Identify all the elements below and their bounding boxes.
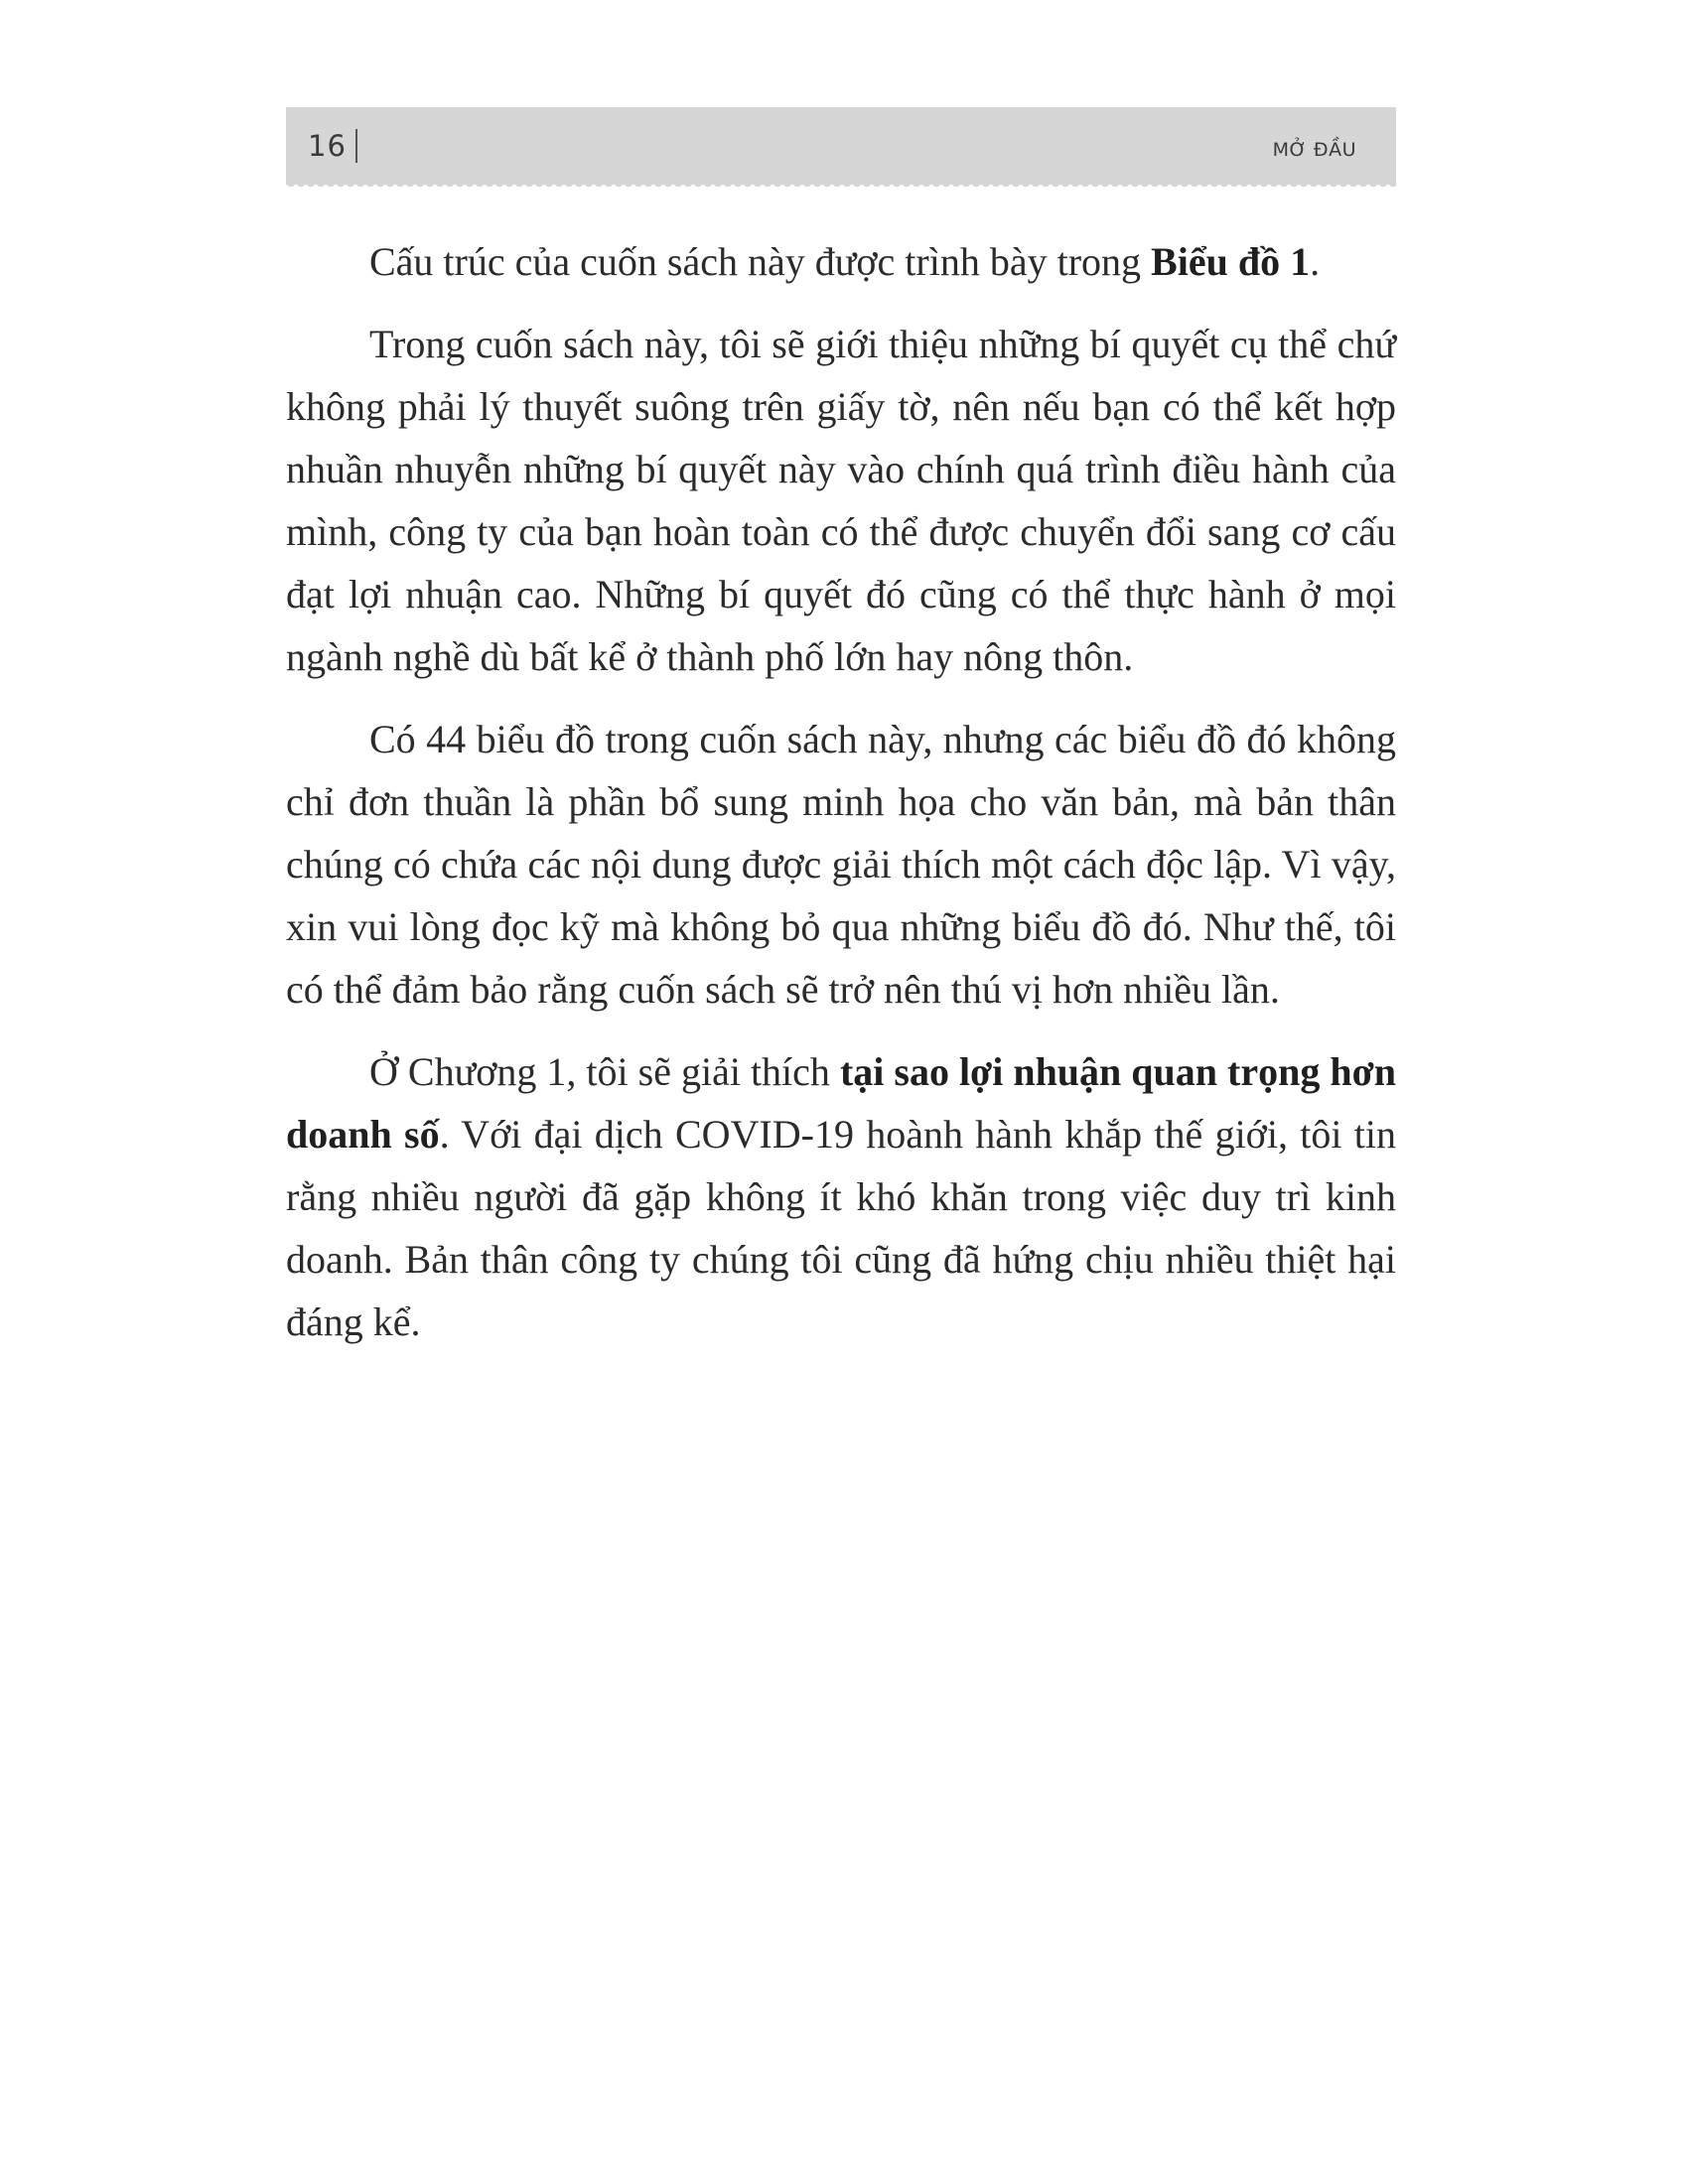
paragraph-chapter-one <box>286 1040 1396 1353</box>
body-text <box>286 230 1396 1373</box>
header-divider <box>355 129 357 163</box>
paragraph-text: Cấu trúc của cuốn sách này được trình bày trong <box>369 239 1152 284</box>
paragraph-structure <box>286 230 1396 293</box>
page-number: 16 <box>308 129 347 163</box>
chapter-title: MỞ ĐẦU <box>1272 139 1356 161</box>
paragraph-text: . Với đại dịch COVID-19 hoành hành khắp thế giới, tôi tin rằng nhiều người đã gặp không ít khó khăn trong việc duy trì kinh doanh. Bản thân công ty chúng tôi cũng đã hứng chịu nhiều thiệt hại đáng kể. <box>286 1112 1396 1344</box>
paragraph-secrets: Trong cuốn sách này, tôi sẽ giới thiệu những bí quyết cụ thể chứ không phải lý thuyết suông trên giấy tờ, nên nếu bạn có thể kết hợp nhuần nhuyễn những bí quyết này vào chính quá trình điều hành của mình, công ty của bạn hoàn toàn có thể được chuyển đổi sang cơ cấu đạt lợi nhuận cao. Những bí quyết đó cũng có thể thực hành ở mọi ngành nghề dù bất kể ở thành phố lớn hay nông thôn. <box>286 322 1396 679</box>
bold-phrase: Biểu đồ 1 <box>1151 239 1311 284</box>
paragraph-text: Ở Chương 1, tôi sẽ giải thích <box>369 1049 840 1094</box>
running-header <box>286 107 1396 185</box>
paragraph-charts: Có 44 biểu đồ trong cuốn sách này, nhưng các biểu đồ đó không chỉ đơn thuần là phần bổ sung minh họa cho văn bản, mà bản thân chúng có chứa các nội dung được giải thích một cách độc lập. Vì vậy, xin vui lòng đọc kỹ mà không bỏ qua những biểu đồ đó. Như thế, tôi có thể đảm bảo rằng cuốn sách sẽ trở nên thú vị hơn nhiều lần. <box>286 717 1396 1012</box>
bold-phrase: tại sao lợi nhuận quan trọng hơn doanh số <box>286 1049 1397 1157</box>
paragraph-text: . <box>1310 239 1321 284</box>
